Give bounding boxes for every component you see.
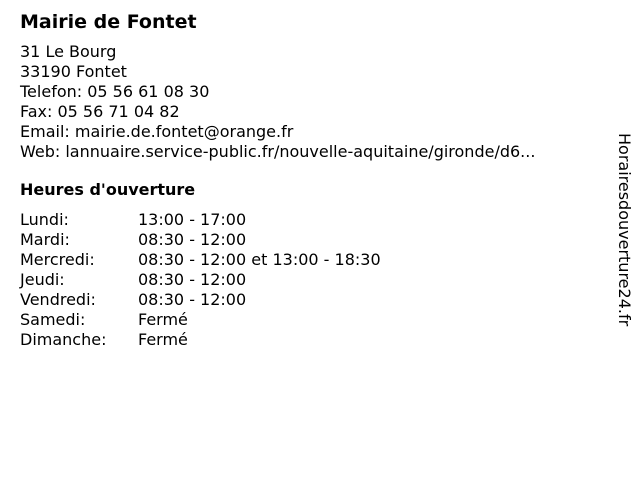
hours-row-dimanche	[20, 330, 600, 350]
fax-line: Fax: 05 56 71 04 82	[20, 102, 180, 121]
day-label: Lundi:	[20, 210, 69, 229]
time-value: 08:30 - 12:00 et 13:00 - 18:30	[138, 250, 381, 269]
email-line[interactable]: Email: mairie.de.fontet@orange.fr	[20, 122, 294, 141]
day-label: Mardi:	[20, 230, 70, 249]
hours-row-mardi	[20, 230, 600, 250]
day-label: Samedi:	[20, 310, 86, 329]
listing-card	[20, 10, 600, 350]
time-value: 08:30 - 12:00	[138, 230, 247, 249]
day-label: Mercredi:	[20, 250, 95, 269]
time-value: 08:30 - 12:00	[138, 290, 247, 309]
time-value: 13:00 - 17:00	[138, 210, 247, 229]
phone-line[interactable]: Telefon: 05 56 61 08 30	[20, 82, 210, 101]
time-value: 08:30 - 12:00	[138, 270, 247, 289]
place-title: Mairie de Fontet	[20, 11, 197, 33]
hours-row-lundi	[20, 210, 600, 230]
address-line-2: 33190 Fontet	[20, 62, 127, 81]
hours-row-vendredi	[20, 290, 600, 310]
day-label: Jeudi:	[20, 270, 65, 289]
time-value: Fermé	[138, 330, 188, 349]
hours-row-jeudi	[20, 270, 600, 290]
web-line[interactable]: Web: lannuaire.service-public.fr/nouvelle-aquitaine/gironde/d6...	[20, 142, 536, 161]
address-line-1: 31 Le Bourg	[20, 42, 117, 61]
hours-table	[20, 210, 600, 350]
day-label: Vendredi:	[20, 290, 96, 309]
site-brand-vertical-text[interactable]: Horairesdouverture24.fr	[615, 133, 634, 327]
hours-row-samedi	[20, 310, 600, 330]
time-value: Fermé	[138, 310, 188, 329]
day-label: Dimanche:	[20, 330, 107, 349]
hours-row-mercredi	[20, 250, 600, 270]
hours-heading: Heures d'ouverture	[20, 180, 196, 199]
